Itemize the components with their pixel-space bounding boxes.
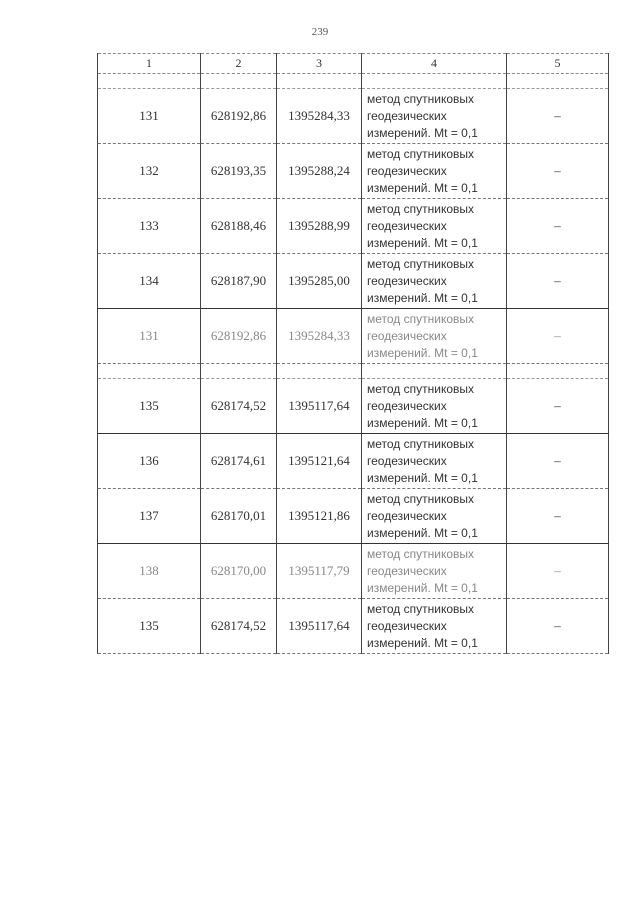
table-header-row [98, 54, 609, 74]
method-cell [362, 434, 507, 489]
y-coordinate-cell: 1395117,79 [277, 544, 362, 599]
method-text-line: метод спутниковых [367, 256, 475, 271]
point-number-cell: 133 [98, 199, 201, 254]
y-coordinate-cell: 1395288,99 [277, 199, 362, 254]
table-row [98, 199, 609, 254]
y-coordinate-cell: 1395117,64 [277, 599, 362, 654]
y-coordinate-cell: 1395121,86 [277, 489, 362, 544]
method-text-line: измерений. Mt = 0,1 [367, 290, 478, 305]
coordinates-table [97, 53, 609, 654]
dash-cell: – [507, 599, 609, 654]
table-row [98, 254, 609, 309]
x-coordinate-cell: 628174,52 [201, 599, 277, 654]
page-number: 239 [311, 26, 329, 38]
method-text-line: измерений. Mt = 0,1 [367, 125, 478, 140]
method-text-line: геодезических [367, 218, 447, 233]
method-text-line: геодезических [367, 508, 447, 523]
y-coordinate-cell: 1395288,24 [277, 144, 362, 199]
point-number-cell: 131 [98, 89, 201, 144]
table-row [98, 144, 609, 199]
y-coordinate-cell: 1395284,33 [277, 309, 362, 364]
table-row [98, 544, 609, 599]
x-coordinate-cell: 628193,35 [201, 144, 277, 199]
method-cell [362, 599, 507, 654]
method-text-line: метод спутниковых [367, 91, 475, 106]
method-text-line: измерений. Mt = 0,1 [367, 180, 478, 195]
method-text-line: измерений. Mt = 0,1 [367, 235, 478, 250]
dash-cell: – [507, 199, 609, 254]
x-coordinate-cell: 628192,86 [201, 89, 277, 144]
method-text-line: измерений. Mt = 0,1 [367, 345, 478, 360]
point-number-cell: 134 [98, 254, 201, 309]
point-number-cell: 135 [98, 379, 201, 434]
header-col-1: 1 [98, 54, 201, 74]
method-text-line: метод спутниковых [367, 601, 475, 616]
method-text-line: геодезических [367, 398, 447, 413]
header-col-4: 4 [362, 54, 507, 74]
method-text-line: геодезических [367, 163, 447, 178]
method-text-line: метод спутниковых [367, 381, 475, 396]
method-text-line: метод спутниковых [367, 491, 475, 506]
method-text-line: геодезических [367, 108, 447, 123]
header-col-5: 5 [507, 54, 609, 74]
method-text-line: геодезических [367, 328, 447, 343]
x-coordinate-cell: 628192,86 [201, 309, 277, 364]
table-row [98, 434, 609, 489]
method-cell [362, 489, 507, 544]
method-text-line: измерений. Mt = 0,1 [367, 580, 478, 595]
table-row [98, 489, 609, 544]
x-coordinate-cell: 628174,52 [201, 379, 277, 434]
method-text-line: геодезических [367, 453, 447, 468]
x-coordinate-cell: 628187,90 [201, 254, 277, 309]
dash-cell: – [507, 144, 609, 199]
header-col-2: 2 [201, 54, 277, 74]
dash-cell: – [507, 434, 609, 489]
y-coordinate-cell: 1395284,33 [277, 89, 362, 144]
point-number-cell: 138 [98, 544, 201, 599]
point-number-cell: 135 [98, 599, 201, 654]
dash-cell: – [507, 254, 609, 309]
table-row [98, 599, 609, 654]
dash-cell: – [507, 489, 609, 544]
method-cell [362, 199, 507, 254]
method-cell [362, 544, 507, 599]
dash-cell: – [507, 89, 609, 144]
table-row [98, 309, 609, 364]
header-col-3: 3 [277, 54, 362, 74]
y-coordinate-cell: 1395117,64 [277, 379, 362, 434]
point-number-cell: 132 [98, 144, 201, 199]
dash-cell: – [507, 544, 609, 599]
method-cell [362, 309, 507, 364]
point-number-cell: 137 [98, 489, 201, 544]
method-text-line: метод спутниковых [367, 146, 475, 161]
table-row [98, 89, 609, 144]
method-cell [362, 144, 507, 199]
x-coordinate-cell: 628170,00 [201, 544, 277, 599]
x-coordinate-cell: 628174,61 [201, 434, 277, 489]
point-number-cell: 131 [98, 309, 201, 364]
table-row [98, 379, 609, 434]
y-coordinate-cell: 1395285,00 [277, 254, 362, 309]
table-gap-row [98, 74, 609, 89]
method-text-line: геодезических [367, 618, 447, 633]
y-coordinate-cell: 1395121,64 [277, 434, 362, 489]
method-text-line: геодезических [367, 563, 447, 578]
point-number-cell: 136 [98, 434, 201, 489]
x-coordinate-cell: 628188,46 [201, 199, 277, 254]
dash-cell: – [507, 379, 609, 434]
method-cell [362, 379, 507, 434]
method-cell [362, 89, 507, 144]
method-text-line: измерений. Mt = 0,1 [367, 415, 478, 430]
x-coordinate-cell: 628170,01 [201, 489, 277, 544]
method-text-line: измерений. Mt = 0,1 [367, 525, 478, 540]
method-text-line: измерений. Mt = 0,1 [367, 470, 478, 485]
method-text-line: метод спутниковых [367, 546, 475, 561]
method-cell [362, 254, 507, 309]
table-gap-row [98, 364, 609, 379]
method-text-line: метод спутниковых [367, 201, 475, 216]
method-text-line: измерений. Mt = 0,1 [367, 635, 478, 650]
method-text-line: метод спутниковых [367, 311, 475, 326]
method-text-line: метод спутниковых [367, 436, 475, 451]
dash-cell: – [507, 309, 609, 364]
method-text-line: геодезических [367, 273, 447, 288]
